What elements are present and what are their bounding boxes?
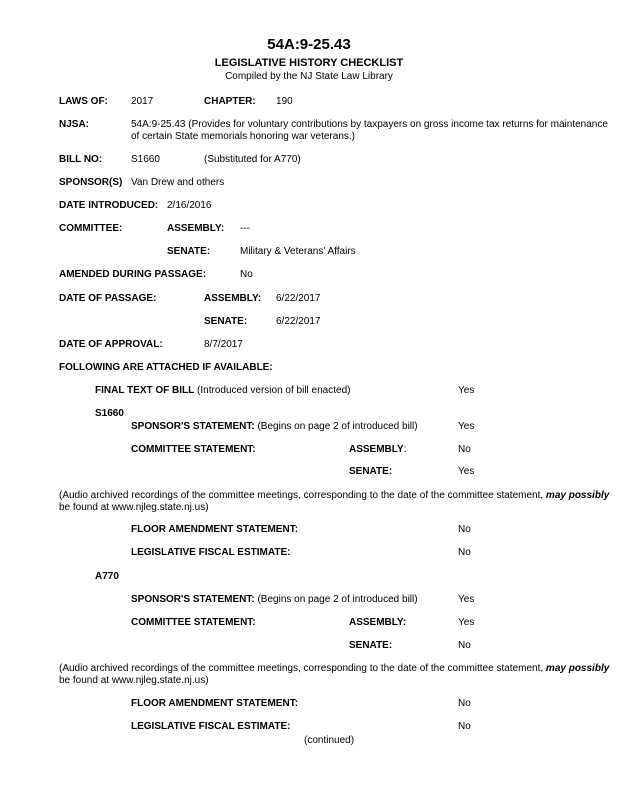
s1660-audio-line-2: be found at www.njleg.state.nj.us) bbox=[59, 502, 209, 513]
a770-audio-line-2: be found at www.njleg.state.nj.us) bbox=[59, 675, 209, 686]
sponsors-label: SPONSOR(S) bbox=[59, 177, 123, 188]
s1660-assembly-row bbox=[349, 444, 406, 456]
s1660-audio-text: (Audio archived recordings of the committee meetings, corresponding to the date of the committee statement, bbox=[59, 490, 544, 501]
bill-no-value: S1660 bbox=[131, 154, 160, 165]
a770-heading: A770 bbox=[95, 571, 119, 582]
compiled-by: Compiled by the NJ State Law Library bbox=[225, 71, 393, 82]
a770-floor-value: No bbox=[458, 698, 471, 709]
s1660-fiscal-value: No bbox=[458, 547, 471, 558]
committee-assembly-value: --- bbox=[240, 223, 250, 234]
s1660-floor-label: FLOOR AMENDMENT STATEMENT: bbox=[131, 524, 299, 535]
final-text-label: FINAL TEXT OF BILL bbox=[95, 385, 195, 396]
laws-of-year: 2017 bbox=[131, 96, 154, 107]
statute-title: 54A:9-25.43 bbox=[267, 36, 351, 53]
a770-senate-value: No bbox=[458, 640, 471, 651]
s1660-committee-label: COMMITTEE STATEMENT: bbox=[131, 444, 256, 455]
laws-of-label: LAWS OF: bbox=[59, 96, 108, 107]
s1660-senate-value: Yes bbox=[458, 466, 475, 477]
final-text-row bbox=[95, 385, 350, 397]
bill-substituted: (Substituted for A770) bbox=[204, 154, 301, 165]
a770-audio-line-1 bbox=[59, 663, 609, 675]
approval-value: 8/7/2017 bbox=[204, 339, 243, 350]
s1660-sponsor-value: Yes bbox=[458, 421, 475, 432]
s1660-senate-label: SENATE: bbox=[349, 466, 393, 477]
passage-senate-value: 6/22/2017 bbox=[276, 316, 321, 327]
amended-label: AMENDED DURING PASSAGE: bbox=[59, 269, 207, 280]
final-text-value: Yes bbox=[458, 385, 475, 396]
s1660-assembly-value: No bbox=[458, 444, 471, 455]
approval-label: DATE OF APPROVAL: bbox=[59, 339, 163, 350]
s1660-assembly-colon: : bbox=[403, 444, 407, 455]
a770-audio-text: (Audio archived recordings of the committee meetings, corresponding to the date of the committee statement, bbox=[59, 663, 544, 674]
s1660-sponsor-label: SPONSOR'S STATEMENT: bbox=[131, 421, 255, 432]
a770-sponsor-note: (Begins on page 2 of introduced bill) bbox=[257, 594, 418, 605]
njsa-line-1: 54A:9-25.43 (Provides for voluntary contributions by taxpayers on gross income tax returns for maintenance bbox=[131, 119, 608, 130]
amended-value: No bbox=[240, 269, 253, 280]
passage-assembly-value: 6/22/2017 bbox=[276, 293, 321, 304]
passage-senate-label: SENATE: bbox=[204, 316, 248, 327]
a770-sponsor-row bbox=[131, 594, 418, 606]
a770-sponsor-label: SPONSOR'S STATEMENT: bbox=[131, 594, 255, 605]
attached-heading: FOLLOWING ARE ATTACHED IF AVAILABLE: bbox=[59, 362, 273, 373]
s1660-sponsor-note: (Begins on page 2 of introduced bill) bbox=[257, 421, 418, 432]
committee-assembly-label: ASSEMBLY: bbox=[167, 223, 225, 234]
a770-sponsor-value: Yes bbox=[458, 594, 475, 605]
s1660-sponsor-row bbox=[131, 421, 418, 433]
committee-senate-label: SENATE: bbox=[167, 246, 211, 257]
date-introduced-value: 2/16/2016 bbox=[167, 200, 212, 211]
committee-senate-value: Military & Veterans' Affairs bbox=[240, 246, 356, 257]
njsa-label: NJSA: bbox=[59, 119, 90, 130]
sponsors-value: Van Drew and others bbox=[131, 177, 225, 188]
chapter-label: CHAPTER: bbox=[204, 96, 256, 107]
passage-assembly-label: ASSEMBLY: bbox=[204, 293, 262, 304]
committee-label: COMMITTEE: bbox=[59, 223, 123, 234]
a770-fiscal-label: LEGISLATIVE FISCAL ESTIMATE: bbox=[131, 721, 291, 732]
chapter-value: 190 bbox=[276, 96, 293, 107]
final-text-note: (Introduced version of bill enacted) bbox=[197, 385, 351, 396]
s1660-assembly-label: ASSEMBLY bbox=[349, 444, 404, 455]
passage-label: DATE OF PASSAGE: bbox=[59, 293, 157, 304]
s1660-fiscal-label: LEGISLATIVE FISCAL ESTIMATE: bbox=[131, 547, 291, 558]
s1660-floor-value: No bbox=[458, 524, 471, 535]
a770-senate-label: SENATE: bbox=[349, 640, 393, 651]
date-introduced-label: DATE INTRODUCED: bbox=[59, 200, 159, 211]
s1660-audio-line-1 bbox=[59, 490, 609, 502]
njsa-line-2: of certain State memorials honoring war veterans.) bbox=[131, 131, 355, 142]
a770-committee-label: COMMITTEE STATEMENT: bbox=[131, 617, 256, 628]
a770-floor-label: FLOOR AMENDMENT STATEMENT: bbox=[131, 698, 299, 709]
a770-assembly-label: ASSEMBLY: bbox=[349, 617, 407, 628]
s1660-audio-emphasis: may possibly bbox=[545, 490, 610, 501]
a770-assembly-value: Yes bbox=[458, 617, 475, 628]
continued-note: (continued) bbox=[304, 735, 355, 746]
a770-audio-emphasis: may possibly bbox=[545, 663, 610, 674]
a770-fiscal-value: No bbox=[458, 721, 471, 732]
s1660-heading: S1660 bbox=[95, 408, 124, 419]
checklist-title: LEGISLATIVE HISTORY CHECKLIST bbox=[214, 57, 404, 69]
bill-no-label: BILL NO: bbox=[59, 154, 103, 165]
